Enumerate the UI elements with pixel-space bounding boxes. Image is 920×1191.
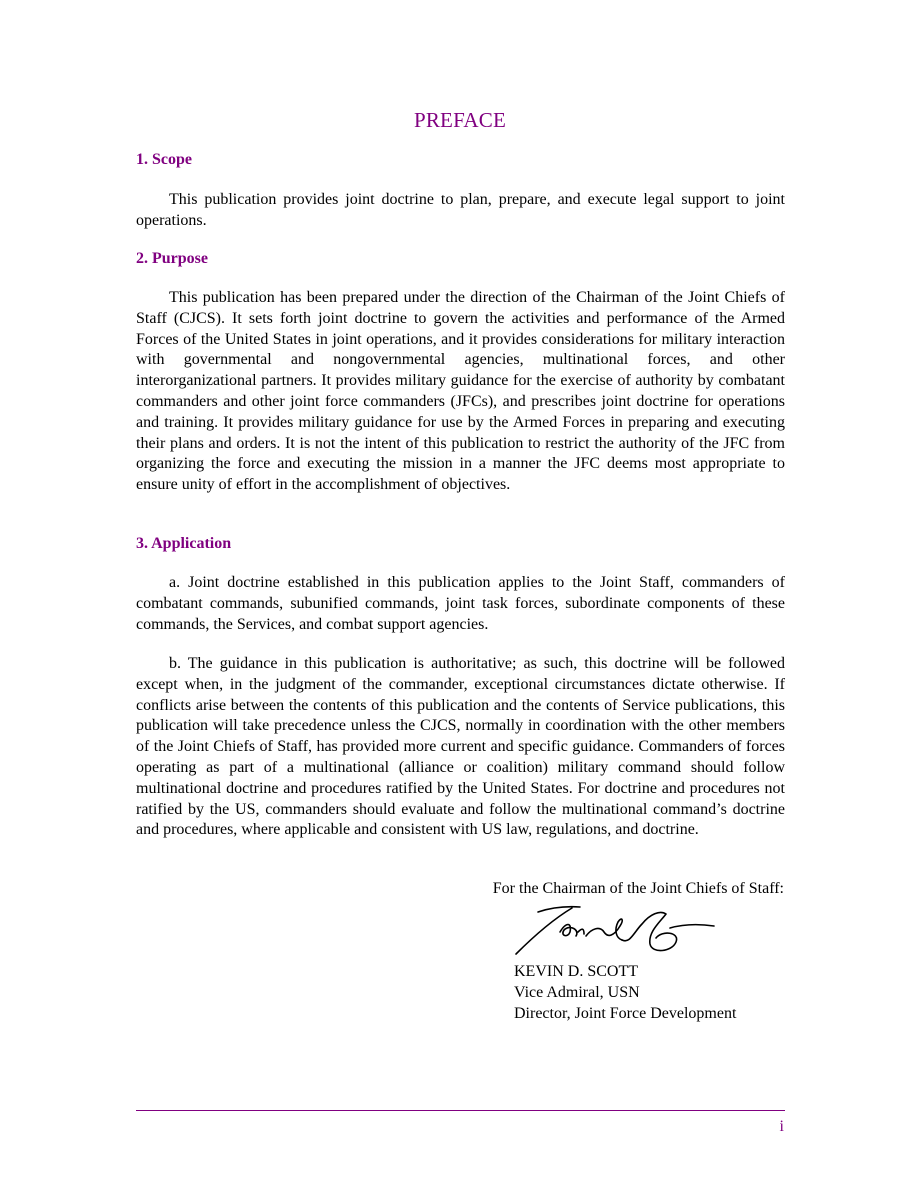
footer-divider — [136, 1110, 785, 1111]
closing-line: For the Chairman of the Joint Chiefs of Staff: — [492, 880, 784, 897]
signature-block — [514, 962, 736, 1024]
signatory-position: Director, Joint Force Development — [514, 1004, 737, 1022]
signatory-rank: Vice Admiral, USN — [514, 983, 640, 1001]
page-number: i — [779, 1118, 784, 1135]
purpose-paragraph: This publication has been prepared under the direction of the Chairman of the Joint Chiefs of Staff (CJCS). It sets forth joint doctrine to govern the activities and performance of the Armed Forces of the United States in joint operations, and it provides considerations for military interaction with governmental and nongovernmental agencies, multinational forces, and other interorganizational partners. It provides military guidance for the exercise of authority by combatant commanders and other joint force commanders (JFCs), and prescribes joint doctrine for operations and training. It provides military guidance for use by the Armed Forces in preparing and executing their plans and orders. It is not the intent of this publication to restrict the authority of the JFC from organizing the force and executing the mission in a manner the JFC deems most appropriate to ensure unity of effort in the accomplishment of objectives. — [136, 289, 785, 494]
application-paragraph-b: b. The guidance in this publication is authoritative; as such, this doctrine will be followed except when, in the judgment of the commander, exceptional circumstances dictate otherwise. If conflicts arise between the contents of this publication and the contents of Service publications, this publication will take precedence unless the CJCS, normally in coordination with the other members of the Joint Chiefs of Staff, has provided more current and specific guidance. Commanders of forces operating as part of a multinational (alliance or coalition) military command should follow multinational doctrine and procedures ratified by the United States. For doctrine and procedures not ratified by the US, commanders should evaluate and follow the multinational command’s doctrine and procedures, where applicable and consistent with US law, regulations, and doctrine. — [136, 655, 785, 839]
application-paragraph-a: a. Joint doctrine established in this publication applies to the Joint Staff, commanders of combatant commands, subunified commands, joint task forces, subordinate components of these commands, the Services, and combat support agencies. — [136, 574, 785, 633]
signatory-name: KEVIN D. SCOTT — [514, 963, 638, 980]
page-title: PREFACE — [413, 108, 507, 132]
signature-image — [510, 902, 720, 962]
scope-paragraph: This publication provides joint doctrine to plan, prepare, and execute legal support to joint operations. — [136, 191, 785, 229]
section-heading-application: 3. Application — [136, 535, 232, 552]
section-heading-purpose: 2. Purpose — [136, 250, 208, 267]
section-heading-scope: 1. Scope — [136, 151, 192, 168]
